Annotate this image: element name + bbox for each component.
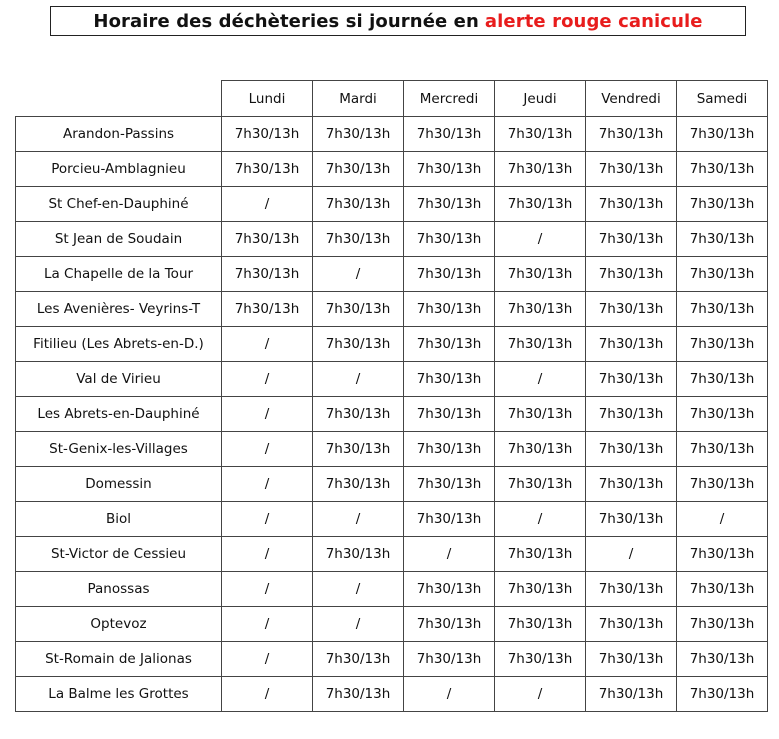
hours-cell: 7h30/13h: [495, 292, 586, 327]
hours-cell: 7h30/13h: [222, 222, 313, 257]
header-day: Vendredi: [586, 81, 677, 117]
header-day: Mercredi: [404, 81, 495, 117]
table-row: [16, 187, 768, 222]
hours-cell: 7h30/13h: [586, 152, 677, 187]
hours-cell: /: [495, 222, 586, 257]
hours-cell: /: [313, 572, 404, 607]
hours-cell: 7h30/13h: [222, 152, 313, 187]
hours-cell: 7h30/13h: [677, 187, 768, 222]
hours-cell: /: [313, 502, 404, 537]
hours-cell: 7h30/13h: [586, 222, 677, 257]
header-day: Samedi: [677, 81, 768, 117]
hours-cell: 7h30/13h: [404, 397, 495, 432]
hours-cell: 7h30/13h: [677, 642, 768, 677]
hours-cell: /: [222, 327, 313, 362]
hours-cell: /: [404, 677, 495, 712]
hours-cell: 7h30/13h: [404, 502, 495, 537]
hours-cell: 7h30/13h: [586, 397, 677, 432]
site-name: Panossas: [16, 572, 222, 607]
hours-cell: 7h30/13h: [313, 642, 404, 677]
hours-cell: 7h30/13h: [677, 572, 768, 607]
table-row: [16, 502, 768, 537]
hours-cell: 7h30/13h: [222, 292, 313, 327]
header-row: [16, 81, 768, 117]
hours-cell: 7h30/13h: [404, 152, 495, 187]
hours-cell: 7h30/13h: [495, 432, 586, 467]
table-row: [16, 257, 768, 292]
hours-cell: 7h30/13h: [677, 362, 768, 397]
hours-cell: 7h30/13h: [495, 257, 586, 292]
hours-cell: 7h30/13h: [404, 222, 495, 257]
site-name: La Chapelle de la Tour: [16, 257, 222, 292]
table-row: [16, 397, 768, 432]
header-day: Lundi: [222, 81, 313, 117]
hours-cell: 7h30/13h: [313, 327, 404, 362]
hours-cell: 7h30/13h: [404, 257, 495, 292]
table-row: [16, 222, 768, 257]
hours-cell: 7h30/13h: [586, 432, 677, 467]
site-name: Biol: [16, 502, 222, 537]
table-row: [16, 432, 768, 467]
hours-cell: 7h30/13h: [404, 642, 495, 677]
hours-cell: 7h30/13h: [313, 222, 404, 257]
hours-cell: 7h30/13h: [404, 467, 495, 502]
site-name: St Chef-en-Dauphiné: [16, 187, 222, 222]
header-day: Jeudi: [495, 81, 586, 117]
site-name: St-Romain de Jalionas: [16, 642, 222, 677]
hours-cell: 7h30/13h: [586, 642, 677, 677]
hours-cell: /: [404, 537, 495, 572]
hours-cell: 7h30/13h: [677, 537, 768, 572]
hours-cell: 7h30/13h: [677, 397, 768, 432]
hours-cell: 7h30/13h: [313, 152, 404, 187]
table-row: [16, 117, 768, 152]
hours-cell: /: [495, 677, 586, 712]
hours-cell: 7h30/13h: [586, 572, 677, 607]
hours-cell: 7h30/13h: [495, 537, 586, 572]
hours-cell: /: [222, 432, 313, 467]
hours-cell: /: [313, 607, 404, 642]
hours-cell: 7h30/13h: [586, 257, 677, 292]
hours-cell: /: [495, 362, 586, 397]
hours-cell: /: [222, 397, 313, 432]
hours-cell: 7h30/13h: [404, 607, 495, 642]
hours-cell: /: [586, 537, 677, 572]
site-name: Val de Virieu: [16, 362, 222, 397]
hours-cell: 7h30/13h: [586, 292, 677, 327]
header-corner: [16, 81, 222, 117]
hours-cell: /: [222, 677, 313, 712]
hours-cell: 7h30/13h: [586, 467, 677, 502]
schedule-table: [15, 80, 768, 712]
hours-cell: 7h30/13h: [313, 467, 404, 502]
hours-cell: /: [222, 642, 313, 677]
hours-cell: 7h30/13h: [495, 397, 586, 432]
hours-cell: 7h30/13h: [677, 432, 768, 467]
hours-cell: 7h30/13h: [404, 117, 495, 152]
schedule-body: [16, 117, 768, 712]
site-name: Porcieu-Amblagnieu: [16, 152, 222, 187]
hours-cell: 7h30/13h: [586, 187, 677, 222]
hours-cell: 7h30/13h: [222, 257, 313, 292]
hours-cell: 7h30/13h: [677, 117, 768, 152]
hours-cell: 7h30/13h: [586, 327, 677, 362]
hours-cell: 7h30/13h: [495, 572, 586, 607]
hours-cell: /: [222, 572, 313, 607]
hours-cell: 7h30/13h: [677, 222, 768, 257]
hours-cell: /: [222, 467, 313, 502]
hours-cell: /: [222, 362, 313, 397]
hours-cell: 7h30/13h: [677, 327, 768, 362]
table-row: [16, 467, 768, 502]
site-name: Optevoz: [16, 607, 222, 642]
hours-cell: /: [222, 537, 313, 572]
hours-cell: 7h30/13h: [677, 467, 768, 502]
hours-cell: 7h30/13h: [677, 677, 768, 712]
hours-cell: /: [222, 187, 313, 222]
table-row: [16, 572, 768, 607]
hours-cell: 7h30/13h: [586, 677, 677, 712]
hours-cell: 7h30/13h: [313, 187, 404, 222]
site-name: St-Genix-les-Villages: [16, 432, 222, 467]
hours-cell: 7h30/13h: [677, 152, 768, 187]
hours-cell: /: [222, 502, 313, 537]
hours-cell: 7h30/13h: [404, 327, 495, 362]
hours-cell: 7h30/13h: [586, 362, 677, 397]
table-row: [16, 292, 768, 327]
table-row: [16, 642, 768, 677]
hours-cell: 7h30/13h: [495, 152, 586, 187]
page-title: [50, 6, 746, 36]
hours-cell: 7h30/13h: [222, 117, 313, 152]
hours-cell: 7h30/13h: [313, 432, 404, 467]
table-row: [16, 607, 768, 642]
table-row: [16, 327, 768, 362]
hours-cell: 7h30/13h: [313, 397, 404, 432]
hours-cell: /: [222, 607, 313, 642]
hours-cell: 7h30/13h: [495, 467, 586, 502]
hours-cell: 7h30/13h: [586, 502, 677, 537]
hours-cell: 7h30/13h: [313, 677, 404, 712]
hours-cell: /: [313, 257, 404, 292]
hours-cell: 7h30/13h: [586, 607, 677, 642]
hours-cell: /: [313, 362, 404, 397]
hours-cell: /: [677, 502, 768, 537]
hours-cell: 7h30/13h: [495, 607, 586, 642]
title-prefix: Horaire des déchèteries si journée en: [93, 10, 479, 32]
hours-cell: 7h30/13h: [677, 292, 768, 327]
hours-cell: 7h30/13h: [313, 292, 404, 327]
site-name: Les Avenières- Veyrins-T: [16, 292, 222, 327]
hours-cell: 7h30/13h: [495, 117, 586, 152]
hours-cell: 7h30/13h: [404, 572, 495, 607]
site-name: Fitilieu (Les Abrets-en-D.): [16, 327, 222, 362]
hours-cell: 7h30/13h: [495, 187, 586, 222]
hours-cell: 7h30/13h: [404, 187, 495, 222]
header-day: Mardi: [313, 81, 404, 117]
table-row: [16, 677, 768, 712]
hours-cell: 7h30/13h: [495, 642, 586, 677]
table-row: [16, 152, 768, 187]
site-name: Arandon-Passins: [16, 117, 222, 152]
hours-cell: 7h30/13h: [677, 257, 768, 292]
hours-cell: 7h30/13h: [677, 607, 768, 642]
site-name: St-Victor de Cessieu: [16, 537, 222, 572]
hours-cell: /: [495, 502, 586, 537]
hours-cell: 7h30/13h: [495, 327, 586, 362]
title-alert: alerte rouge canicule: [484, 10, 703, 32]
site-name: La Balme les Grottes: [16, 677, 222, 712]
table-row: [16, 537, 768, 572]
hours-cell: 7h30/13h: [313, 537, 404, 572]
hours-cell: 7h30/13h: [586, 117, 677, 152]
hours-cell: 7h30/13h: [404, 362, 495, 397]
hours-cell: 7h30/13h: [404, 292, 495, 327]
hours-cell: 7h30/13h: [313, 117, 404, 152]
site-name: Les Abrets-en-Dauphiné: [16, 397, 222, 432]
site-name: St Jean de Soudain: [16, 222, 222, 257]
site-name: Domessin: [16, 467, 222, 502]
table-row: [16, 362, 768, 397]
hours-cell: 7h30/13h: [404, 432, 495, 467]
